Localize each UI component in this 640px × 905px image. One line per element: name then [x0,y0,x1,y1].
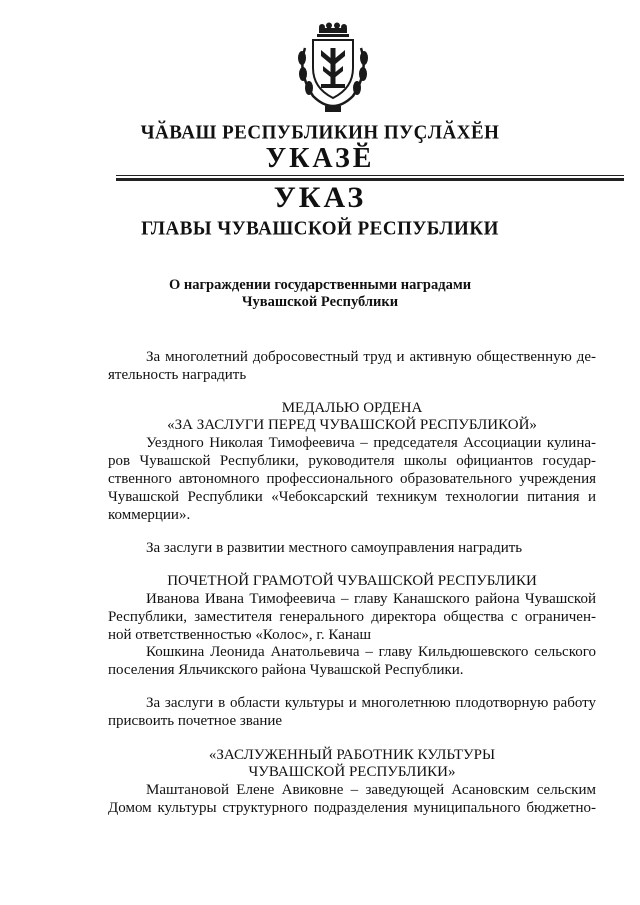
paragraph-text: За многолетний добросовестный труд и активную общественную де- [146,349,596,365]
award-heading: ЧУВАШСКОЙ РЕСПУБЛИКИ» [248,764,456,780]
award-heading: «ЗА ЗАСЛУГИ ПЕРЕД ЧУВАШСКОЙ РЕСПУБЛИКОЙ» [167,417,537,433]
paragraph-text: ятельность наградить [108,367,247,383]
russian-header-line1: УКАЗ [273,181,367,214]
award-heading: МЕДАЛЬЮ ОРДЕНА [281,400,423,416]
recipient-text: ной ответственностью «Колос», г. Канаш [108,627,372,643]
recipient-text: поселения Яльчикского района Чувашской Республики. [108,662,464,678]
chuvash-coat-of-arms-icon [291,22,375,116]
award-heading: «ЗАСЛУЖЕННЫЙ РАБОТНИК КУЛЬТУРЫ [208,747,496,763]
chuvash-header-line1: ЧӐВАШ РЕСПУБЛИКИН ПУҪЛӐХӖН [140,121,500,144]
award-heading: ПОЧЕТНОЙ ГРАМОТОЙ ЧУВАШСКОЙ РЕСПУБЛИКИ [167,573,537,589]
russian-header-line2: ГЛАВЫ ЧУВАШСКОЙ РЕСПУБЛИКИ [141,217,499,240]
recipient-text: ственного автономного профессионального образовательного учреждения [108,471,596,487]
recipient-text: ров Чувашской Республики, руководителя школы официантов государ- [108,453,596,469]
decree-title-line2: Чувашской Республики [241,294,399,310]
paragraph-text: За заслуги в области культуры и многолетнюю плодотворную работу [146,695,596,711]
recipient-text: Республики, заместителя генерального директора общества с ограничен- [108,609,596,625]
recipient-text: Маштановой Елене Авиковне – заведующей Асановским сельским [146,782,596,798]
recipient-text: Домом культуры структурного подразделения муниципального бюджетно- [108,800,596,816]
paragraph-text: присвоить почетное звание [108,713,283,729]
recipient-text: Чувашской Республики «Чебоксарский техникум технологии питания и [108,489,596,505]
recipient-text: Иванова Ивана Тимофеевича – главу Канашского района Чувашской [146,591,596,607]
paragraph-text: За заслуги в развитии местного самоуправления наградить [146,540,523,556]
chuvash-header-line2: УКАЗӖ [265,143,375,174]
recipient-text: коммерции». [108,507,191,523]
decree-title-line1: О награждении государственными наградами [168,277,472,293]
recipient-text: Кошкина Леонида Анатольевича – главу Кильдюшевского сельского [146,644,596,660]
header-divider-thin [116,175,624,176]
recipient-text: Уездного Николая Тимофеевича – председателя Ассоциации кулина- [146,435,596,451]
